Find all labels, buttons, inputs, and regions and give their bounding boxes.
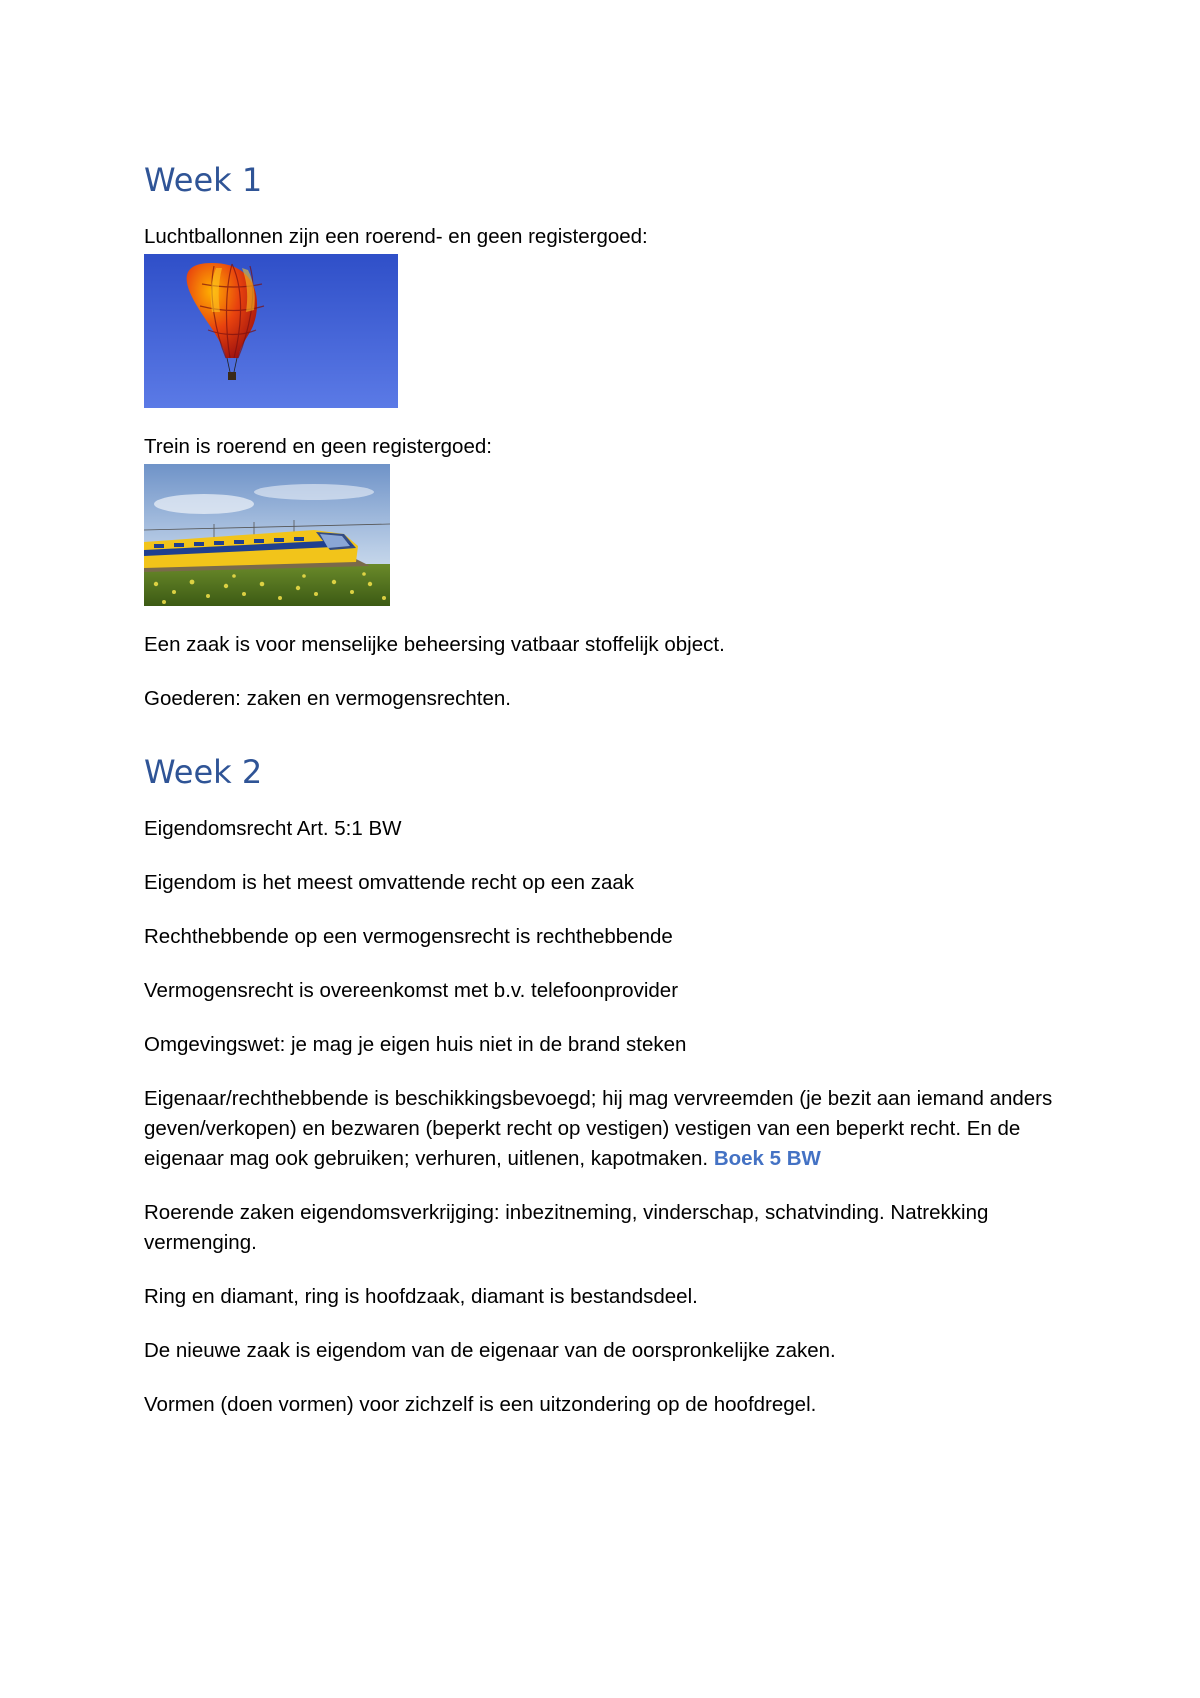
paragraph: Roerende zaken eigendomsverkrijging: inbezitneming, vinderschap, schatvinding. Natrekking vermenging. xyxy=(144,1201,989,1254)
document-content xyxy=(144,160,1064,1444)
paragraph: Eigendom is het meest omvattende recht op een zaak xyxy=(144,871,635,894)
goederen-definition: Goederen: zaken en vermogensrechten. xyxy=(144,687,511,710)
paragraph: Omgevingswet: je mag je eigen huis niet in de brand steken xyxy=(144,1033,687,1056)
train-photo xyxy=(144,464,1064,606)
balloon-caption: Luchtballonnen zijn een roerend- en geen registergoed: xyxy=(144,225,648,248)
paragraph: De nieuwe zaak is eigendom van de eigenaar van de oorspronkelijke zaken. xyxy=(144,1339,836,1362)
paragraph-text: Eigenaar/rechthebbende is beschikkingsbevoegd; hij mag vervreemden (je bezit aan iemand anders geven/verkopen) en bezwaren (beperkt recht op vestigen) vestigen van een beperkt recht. En de eigenaar mag ook gebruiken; verhuren, uitlenen, kapotmaken. xyxy=(144,1087,1053,1170)
paragraph: Ring en diamant, ring is hoofdzaak, diamant is bestandsdeel. xyxy=(144,1285,698,1308)
week-2-heading: Week 2 xyxy=(144,753,263,791)
paragraph: Vormen (doen vormen) voor zichzelf is een uitzondering op de hoofdregel. xyxy=(144,1393,817,1416)
paragraph: Vermogensrecht is overeenkomst met b.v. telefoonprovider xyxy=(144,979,679,1002)
zaak-definition: Een zaak is voor menselijke beheersing vatbaar stoffelijk object. xyxy=(144,633,725,656)
week-1-heading: Week 1 xyxy=(144,161,263,199)
boek-5-bw-link[interactable]: Boek 5 BW xyxy=(713,1147,821,1170)
paragraph-beschikkingsbevoegd xyxy=(144,1084,1064,1174)
hot-air-balloon-photo xyxy=(144,254,1064,408)
paragraph: Eigendomsrecht Art. 5:1 BW xyxy=(144,817,402,840)
train-caption: Trein is roerend en geen registergoed: xyxy=(144,435,492,458)
paragraph: Rechthebbende op een vermogensrecht is rechthebbende xyxy=(144,925,673,948)
